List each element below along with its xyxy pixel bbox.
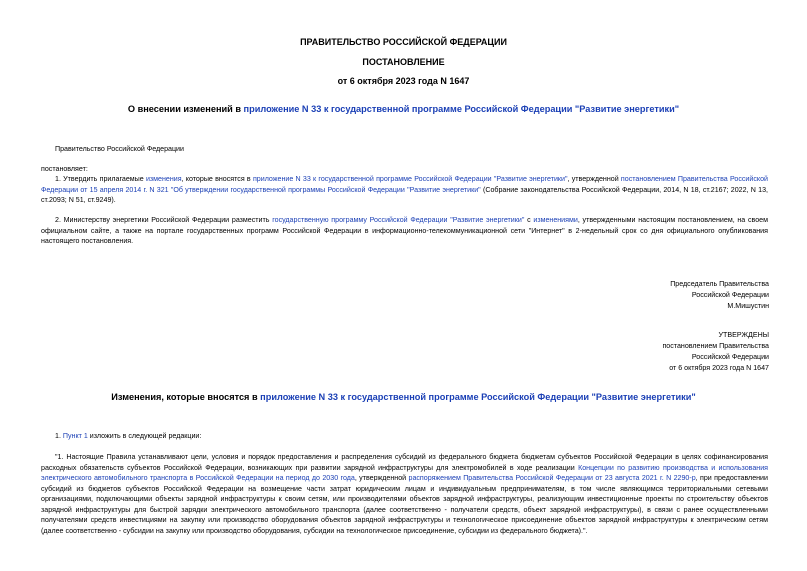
point1-link[interactable]: Пункт 1 bbox=[62, 432, 88, 440]
doc-type-heading: ПОСТАНОВЛЕНИЕ bbox=[362, 57, 445, 67]
quote-link-concept[interactable]: Концепции по развитию производства и использования электрического автомобильного транспорта в Российской Федерации на период до 2030 года bbox=[41, 463, 769, 482]
item1-link-resolution[interactable]: постановлением Правительства Российской Федерации от 15 апреля 2014 г. N 321 "Об утверждении государственной программы Российской Федерации "Развитие энергетики" bbox=[41, 175, 768, 194]
approval-line-1: УТВЕРЖДЕНЫ bbox=[718, 331, 769, 339]
changes-title bbox=[0, 392, 807, 402]
item-1 bbox=[41, 174, 768, 206]
quote-text-3: , при предоставлении субсидий из бюджетов субъектов Российской Федерации на возмещение части затрат юридическим лицам и индивидуальным предпринимателям, в том числе являющимся территориальными сетевыми организациями, подключающими объекты зарядной инфраструктуры к своим сетям, или производителями объектов зарядной инфраструктуры, реализующим инвестиционные проекты по строительству объектов зарядной инфраструктуры для быстрой зарядки электрического автомобильного транспорта (далее соответственно - получатели средств, объект зарядной инфраструктуры), в связи с ранее осуществленными получателями средств инвестициями на закупку или производство оборудования объектов зарядной инфраструктуры и технологическое присоединение объектов зарядной инфраструктуры к электрическим сетям (далее соответственно - субсидии на закупку или производство оборудования, субсидии на технологическое присоединение, субсидии из федерального бюджета).". bbox=[41, 474, 768, 535]
approval-line-4: от 6 октября 2023 года N 1647 bbox=[669, 364, 769, 372]
signature-line-2: Российской Федерации bbox=[691, 291, 769, 299]
changes-title-link[interactable]: приложение N 33 к государственной программе Российской Федерации "Развитие энергетики" bbox=[260, 392, 696, 402]
signature-name: М.Мишустин bbox=[727, 302, 769, 310]
quote-link-order[interactable]: распоряжением Правительства Российской Федерации от 23 августа 2021 г. N 2290-р bbox=[408, 474, 696, 482]
signature-line-1: Председатель Правительства bbox=[670, 280, 769, 288]
point1-prefix: 1. bbox=[55, 432, 63, 440]
document-title bbox=[0, 104, 807, 114]
item2-link-changes[interactable]: изменениями bbox=[533, 216, 578, 224]
item2-text-2: с bbox=[524, 216, 534, 224]
item2-text-3: , утвержденными настоящим постановлением, на своем официальном сайте, а также на портале государственных программ Российской Федерации в информационно-телекоммуникационной сети "Интернет" в 2-недельный срок со дня официального опубликования настоящего постановления. bbox=[41, 216, 768, 245]
government-heading: ПРАВИТЕЛЬСТВО РОССИЙСКОЙ ФЕДЕРАЦИИ bbox=[300, 37, 507, 47]
signature-block bbox=[670, 279, 769, 312]
title-link[interactable]: приложение N 33 к государственной программе Российской Федерации "Развитие энергетики" bbox=[243, 104, 680, 114]
item1-link-changes[interactable]: изменения bbox=[145, 175, 182, 183]
approval-line-2: постановлением Правительства bbox=[662, 342, 769, 350]
point1-suffix: изложить в следующей редакции: bbox=[87, 432, 202, 440]
item1-text-3: , утвержденной bbox=[567, 175, 621, 183]
item-2 bbox=[41, 215, 768, 247]
item2-link-program[interactable]: государственную программу Российской Федерации "Развитие энергетики" bbox=[272, 216, 525, 224]
item2-text-1: 2. Министерству энергетики Российской Федерации разместить bbox=[55, 216, 273, 224]
approval-line-3: Российской Федерации bbox=[691, 353, 769, 361]
quote-text-2: , утвержденной bbox=[354, 474, 409, 482]
item1-link-appendix[interactable]: приложение N 33 к государственной программе Российской Федерации "Развитие энергетики" bbox=[252, 175, 568, 183]
approval-block bbox=[662, 330, 769, 374]
decides-text: постановляет: bbox=[41, 165, 88, 173]
item1-text-4: (Собрание законодательства Российской Федерации, 2014, N 18, ст.2167; 2022, N 13, ст.2093; N 51, ст.9249). bbox=[41, 185, 769, 204]
item1-text-2: , которые вносятся в bbox=[181, 175, 253, 183]
item1-text-1: 1. Утвердить прилагаемые bbox=[55, 175, 146, 183]
changes-quote bbox=[41, 452, 768, 536]
date-number: от 6 октября 2023 года N 1647 bbox=[337, 76, 470, 86]
subject-text: Правительство Российской Федерации bbox=[55, 145, 184, 153]
title-prefix: О внесении изменений в bbox=[127, 104, 244, 114]
changes-title-prefix: Изменения, которые вносятся в bbox=[111, 392, 261, 402]
changes-point-1 bbox=[55, 431, 555, 442]
quote-text-1: "1. Настоящие Правила устанавливают цели, условия и порядок предоставления и распределения субсидий из федерального бюджета бюджетам субъектов Российской Федерации в целях софинансирования расходных обязательств субъектов Российской Федерации, возникающих при развитии зарядной инфраструктуры для электромобилей в ходе реализации bbox=[41, 453, 768, 472]
